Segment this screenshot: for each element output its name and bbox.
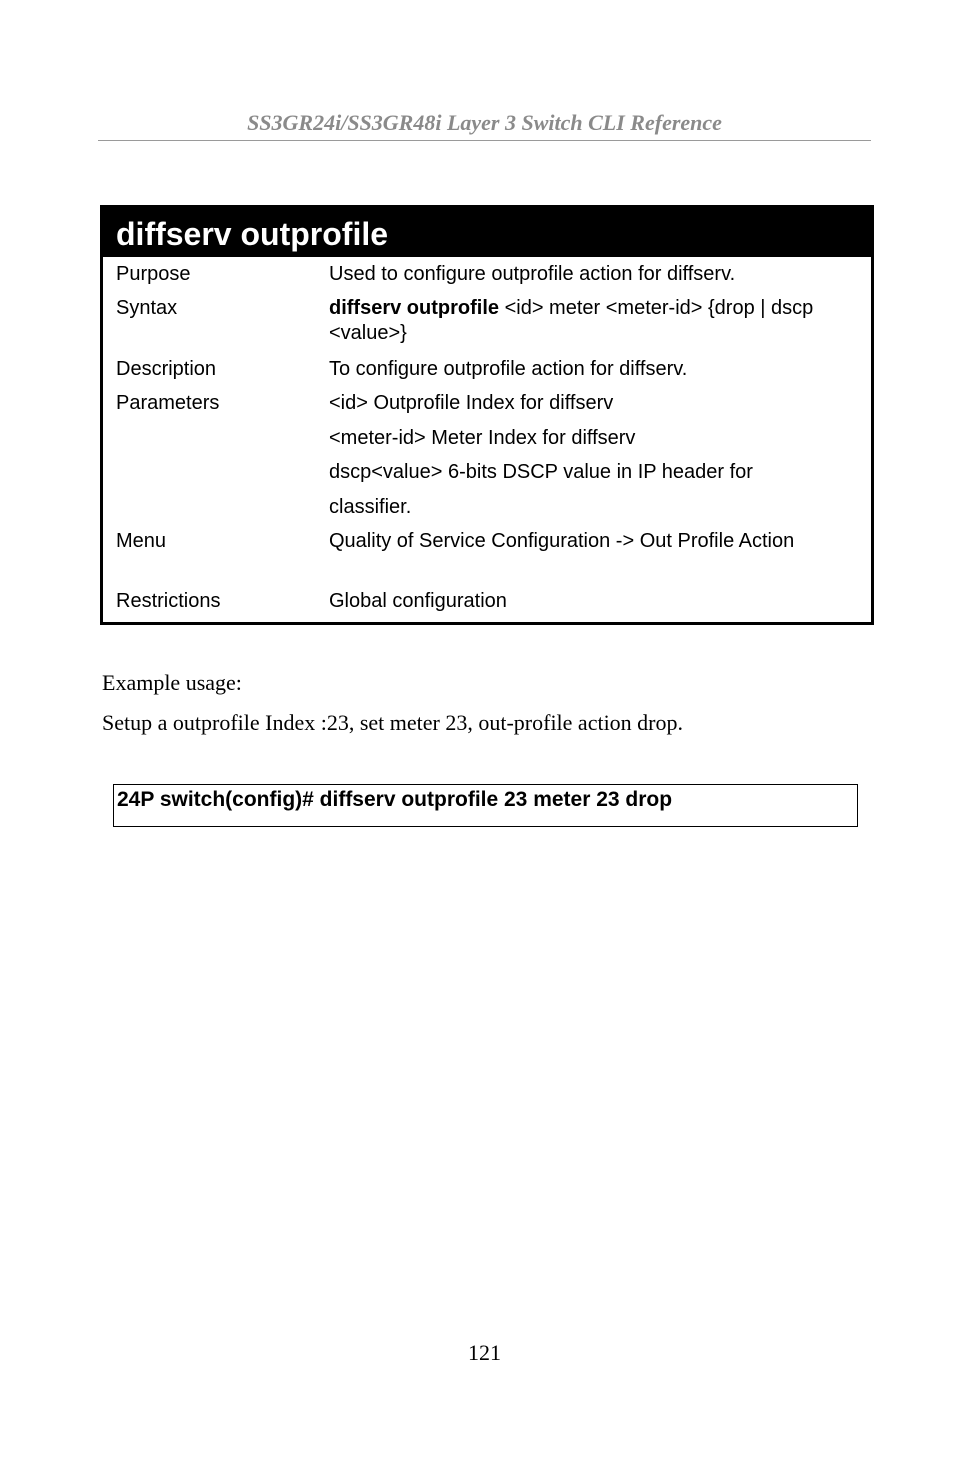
description-label: Description: [116, 358, 217, 380]
parameter-item: dscp<value> 6-bits DSCP value in IP header for: [329, 461, 753, 483]
header-divider: [98, 140, 871, 141]
restrictions-label: Restrictions: [116, 590, 221, 612]
example-description: Setup a outprofile Index :23, set meter 23, out-profile action drop.: [102, 710, 684, 735]
description-value: To configure outprofile action for diffserv.: [329, 358, 688, 380]
menu-label: Menu: [116, 530, 167, 552]
parameters-label: Parameters: [116, 392, 220, 414]
menu-value: Quality of Service Configuration -> Out Profile Action: [329, 530, 795, 552]
parameters-row: [103, 391, 871, 529]
example-code: 24P switch(config)# diffserv outprofile 23 meter 23 drop: [113, 784, 858, 827]
purpose-row: [103, 257, 871, 292]
description-row: [103, 357, 871, 391]
example-label: Example usage:: [102, 670, 242, 695]
syntax-label: Syntax: [116, 297, 178, 319]
command-title: diffserv outprofile: [103, 205, 871, 257]
parameter-item: <id> Outprofile Index for diffserv: [329, 392, 614, 414]
purpose-value: Used to configure outprofile action for diffserv.: [329, 263, 736, 285]
syntax-command: diffserv outprofile: [329, 297, 500, 319]
restrictions-row: [103, 589, 871, 622]
parameters-list: [329, 391, 871, 529]
parameter-item: classifier.: [329, 495, 412, 518]
menu-row: [103, 529, 871, 589]
command-table: [100, 205, 874, 625]
parameter-item: <meter-id> Meter Index for diffserv: [329, 426, 636, 449]
restrictions-value: Global configuration: [329, 590, 507, 612]
page-number: 121: [468, 1340, 501, 1365]
running-header: SS3GR24i/SS3GR48i Layer 3 Switch CLI Reference: [247, 110, 722, 135]
syntax-row: [103, 292, 871, 357]
syntax-value: [329, 296, 871, 357]
syntax-arguments: <id> meter <meter-id> {drop | dscp <value>}: [329, 297, 814, 344]
purpose-label: Purpose: [116, 263, 191, 285]
